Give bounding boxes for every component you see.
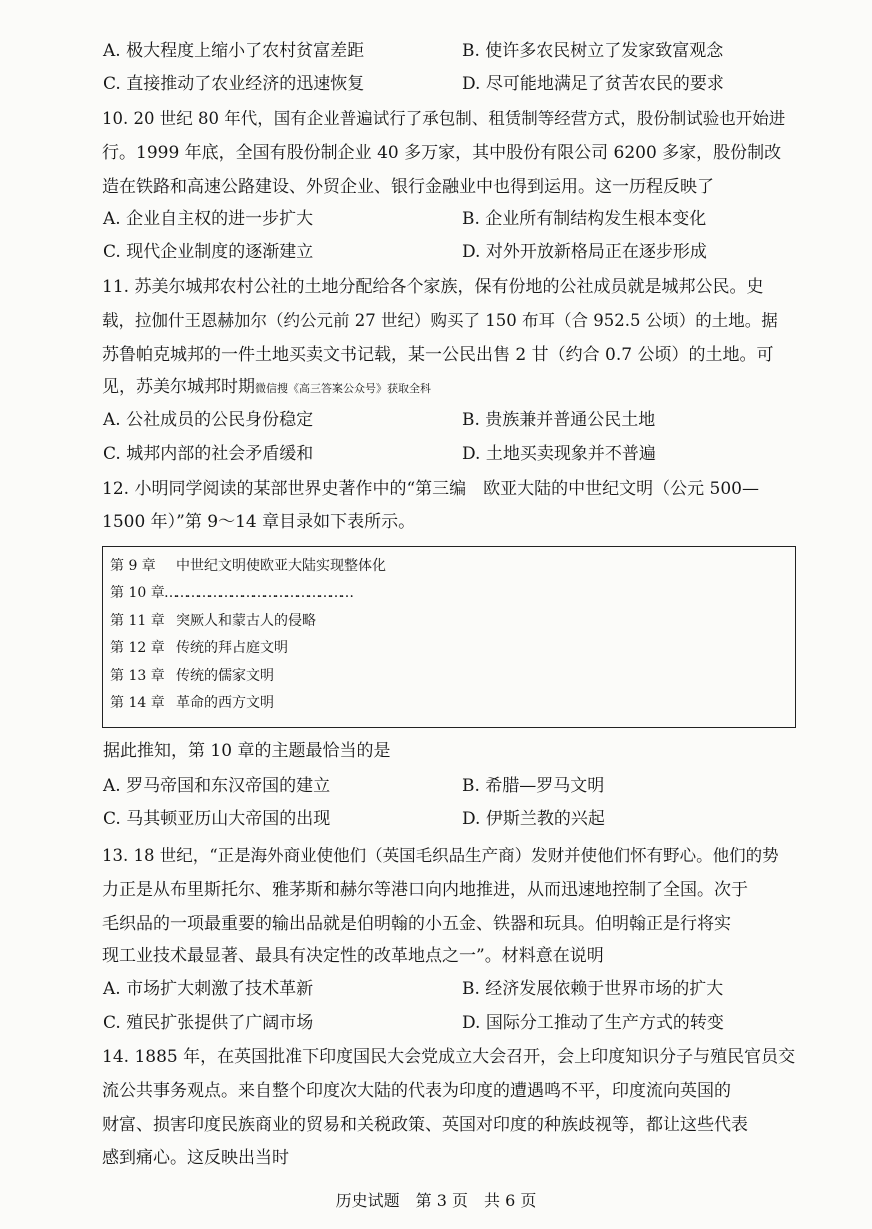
- q9-option-c: C. 直接推动了农业经济的迅速恢复: [103, 74, 365, 94]
- q11-option-d: D. 土地买卖现象并不普遍: [462, 444, 656, 464]
- q11-stem-line-2: 载，拉伽什王恩赫加尔（约公元前 27 世纪）购买了 150 布耳（合 952.5 公顷）的土地。据: [102, 311, 778, 330]
- q9-option-b: B. 使许多农民树立了发家致富观念: [462, 41, 724, 61]
- q13-option-c: C. 殖民扩张提供了广阔市场: [103, 1013, 314, 1033]
- toc-row: [110, 638, 288, 658]
- q11-stem-text: 见，苏美尔城邦时期: [102, 377, 255, 397]
- q12-question: 据此推知，第 10 章的主题最恰当的是: [103, 741, 391, 761]
- q10-option-c: C. 现代企业制度的逐渐建立: [103, 242, 314, 262]
- q13-stem-line-4: 现工业技术最显著、最具有决定性的改革地点之一”。材料意在说明: [102, 946, 604, 966]
- q14-stem-line-2: 流公共事务观点。来自整个印度次大陆的代表为印度的遭遇鸣不平，印度流向英国的: [102, 1081, 731, 1101]
- toc-chapter: 第 14 章: [110, 695, 165, 711]
- q10-option-a: A. 企业自主权的进一步扩大: [103, 209, 314, 229]
- q13-option-d: D. 国际分工推动了生产方式的转变: [462, 1013, 724, 1033]
- toc-row: [110, 583, 351, 603]
- toc-chapter: 第 11 章: [110, 613, 165, 629]
- toc-chapter: 第 9 章: [110, 558, 156, 574]
- q13-option-b: B. 经济发展依赖于世界市场的扩大: [462, 979, 724, 999]
- toc-title: 突厥人和蒙古人的侵略: [176, 613, 316, 629]
- toc-chapter: 第 12 章: [110, 640, 165, 656]
- toc-chapter: 第 13 章: [110, 668, 165, 684]
- toc-title: ……………………………………………: [164, 585, 351, 601]
- q12-option-b: B. 希腊—罗马文明: [462, 776, 605, 796]
- toc-title: 革命的西方文明: [176, 695, 274, 711]
- q10-stem-line-2: 行。1999 年底，全国有股份制企业 40 多万家，其中股份有限公司 6200 多家，股份制改: [102, 143, 782, 163]
- toc-title: 传统的儒家文明: [176, 668, 274, 684]
- q13-stem-line-1: 13. 18 世纪，“正是海外商业使他们（英国毛织品生产商）发财并使他们怀有野心。他们的势: [102, 846, 779, 865]
- toc-row: [110, 666, 274, 686]
- q12-option-d: D. 伊斯兰教的兴起: [462, 809, 605, 829]
- q14-stem-line-1: 14. 1885 年，在英国批准下印度国民大会党成立大会召开，会上印度知识分子与殖民官员交: [102, 1047, 796, 1067]
- toc-row: [110, 693, 274, 713]
- q14-stem-line-3: 财富、损害印度民族商业的贸易和关税政策、英国对印度的种族歧视等，都让这些代表: [102, 1115, 748, 1135]
- toc-title: 传统的拜占庭文明: [176, 640, 288, 656]
- q12-option-a: A. 罗马帝国和东汉帝国的建立: [103, 776, 331, 796]
- q13-stem-line-3: 毛织品的一项最重要的输出品就是伯明翰的小五金、铁器和玩具。伯明翰正是行将实: [102, 914, 731, 934]
- q13-stem-line-2: 力正是从布里斯托尔、雅茅斯和赫尔等港口向内地推进，从而迅速地控制了全国。次于: [102, 880, 748, 900]
- q14-stem-line-4: 感到痛心。这反映出当时: [102, 1148, 289, 1168]
- q11-option-a: A. 公社成员的公民身份稳定: [103, 410, 314, 430]
- watermark-note: 微信搜《高三答案公众号》获取全科: [255, 382, 431, 395]
- q13-option-a: A. 市场扩大刺激了技术革新: [103, 979, 314, 999]
- q12-stem-line-2: 1500 年）”第 9～14 章目录如下表所示。: [102, 512, 416, 532]
- chapter-table: [102, 546, 796, 728]
- q12-stem-line-1: 12. 小明同学阅读的某部世界史著作中的“第三编 欧亚大陆的中世纪文明（公元 500—: [102, 479, 759, 499]
- toc-title: 中世纪文明使欧亚大陆实现整体化: [176, 558, 386, 574]
- toc-chapter: 第 10 章: [110, 585, 165, 601]
- q11-option-b: B. 贵族兼并普通公民土地: [462, 410, 656, 430]
- q12-option-c: C. 马其顿亚历山大帝国的出现: [103, 809, 331, 829]
- toc-row: [110, 611, 316, 631]
- q11-option-c: C. 城邦内部的社会矛盾缓和: [103, 444, 314, 464]
- q11-stem-line-4: [102, 376, 431, 400]
- q10-option-d: D. 对外开放新格局正在逐步形成: [462, 242, 707, 262]
- q10-stem-line-1: 10. 20 世纪 80 年代，国有企业普遍试行了承包制、租赁制等经营方式，股份制试验也开始进: [102, 109, 786, 128]
- q9-option-a: A. 极大程度上缩小了农村贫富差距: [103, 41, 365, 61]
- q10-stem-line-3: 造在铁路和高速公路建设、外贸企业、银行金融业中也得到运用。这一历程反映了: [102, 177, 714, 197]
- q9-option-d: D. 尽可能地满足了贫苦农民的要求: [462, 74, 724, 94]
- q11-stem-line-3: 苏鲁帕克城邦的一件土地买卖文书记载，某一公民出售 2 甘（约合 0.7 公顷）的土地。可: [102, 345, 774, 365]
- q11-stem-line-1: 11. 苏美尔城邦农村公社的土地分配给各个家族，保有份地的公社成员就是城邦公民。史: [102, 277, 764, 297]
- toc-row: [110, 556, 386, 576]
- q10-option-b: B. 企业所有制结构发生根本变化: [462, 209, 707, 229]
- page-footer: 历史试题 第 3 页 共 6 页: [335, 1191, 537, 1210]
